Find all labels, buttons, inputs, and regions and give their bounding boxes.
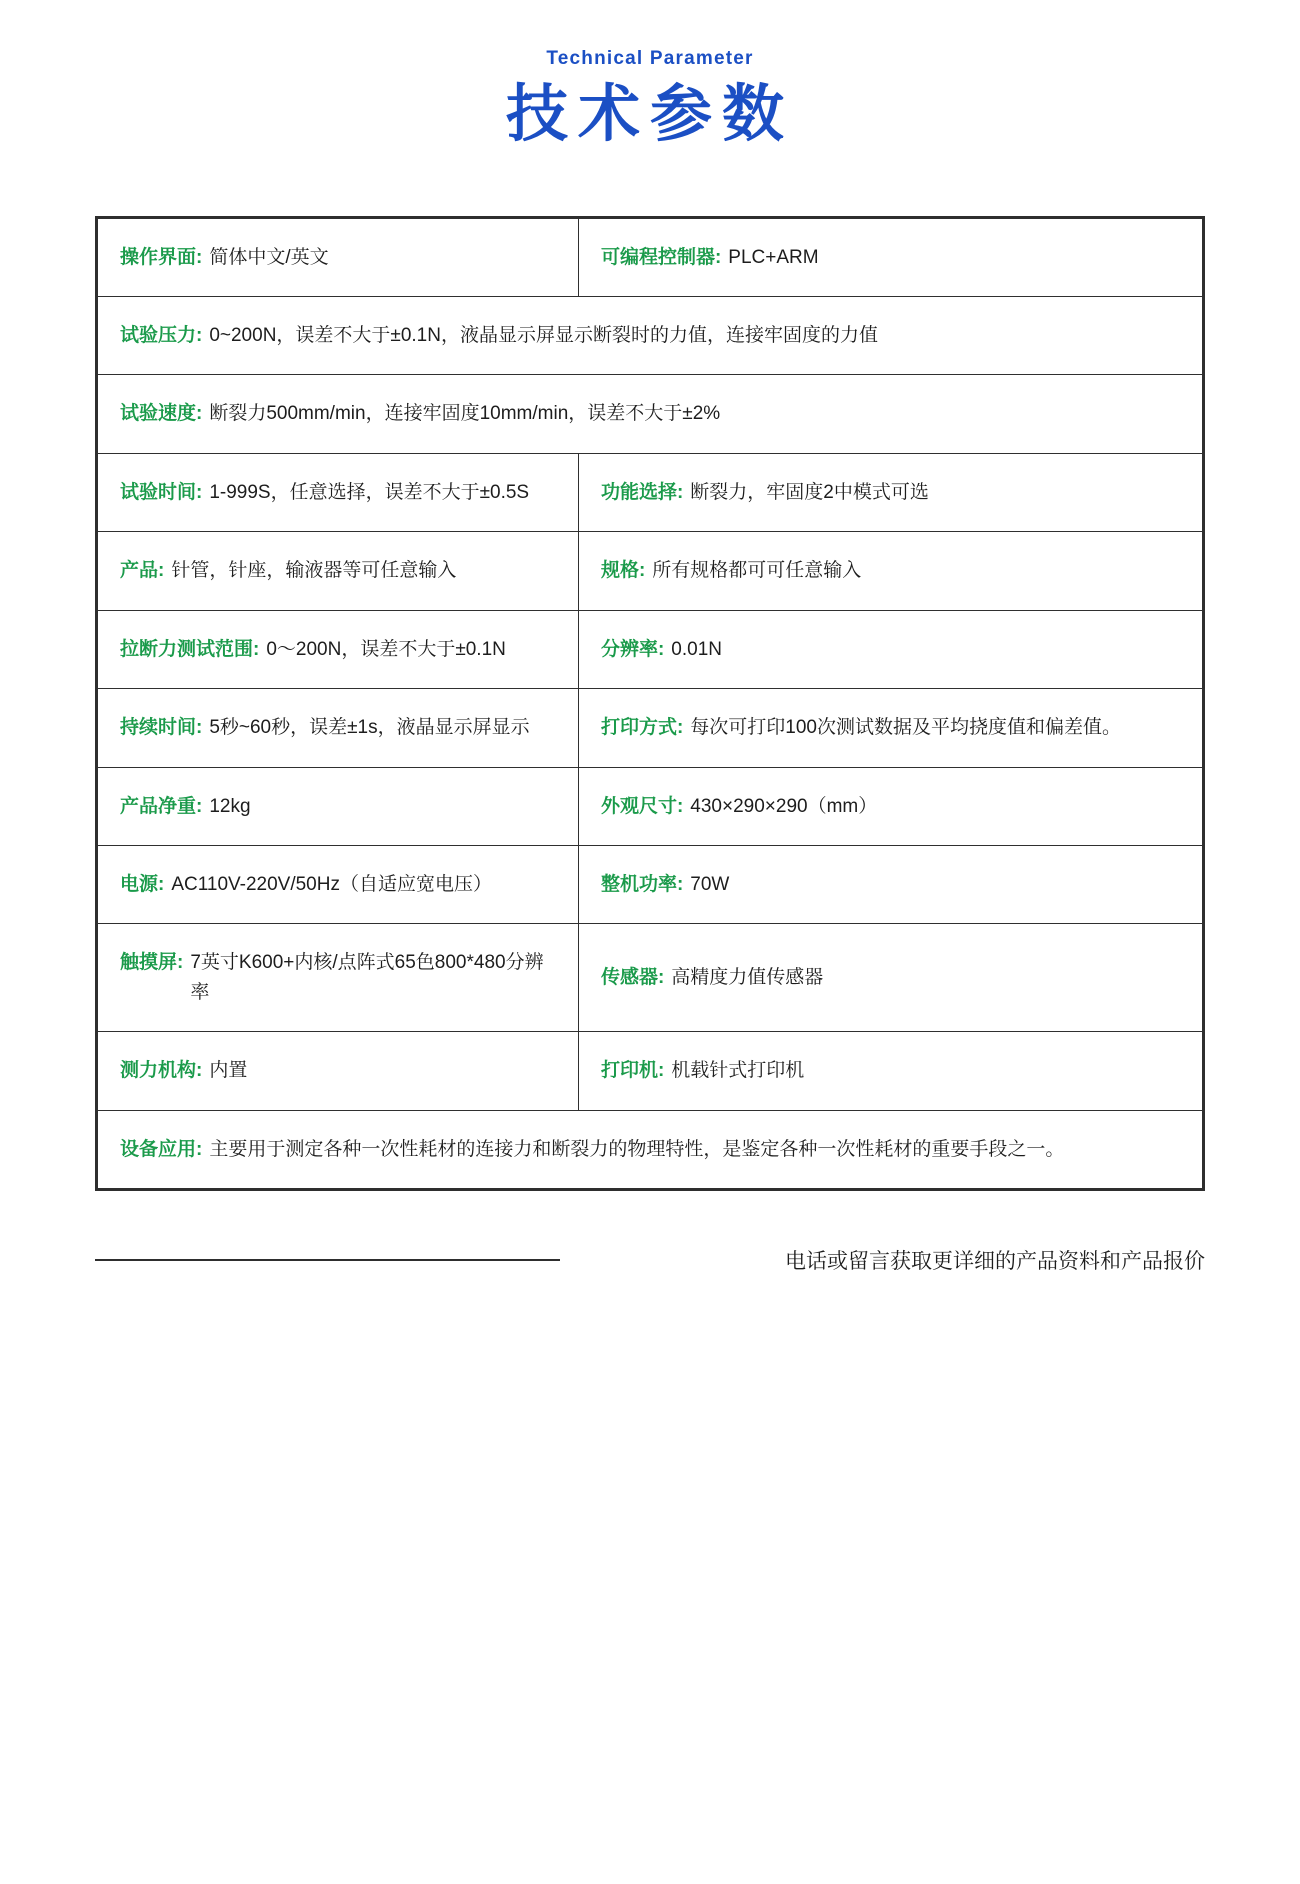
- spec-cell: [578, 532, 1202, 610]
- spec-value: 12kg: [209, 795, 251, 817]
- spec-table: [97, 218, 1203, 1190]
- eyebrow-text: Technical Parameter: [546, 48, 754, 69]
- table-row: [98, 453, 1203, 531]
- table-row: [98, 296, 1203, 374]
- spec-value: 高精度力值传感器: [671, 967, 824, 989]
- spec-label: 外观尺寸:: [600, 795, 684, 817]
- table-row: [98, 1110, 1203, 1188]
- spec-value: 5秒~60秒，误差±1s，液晶显示屏显示: [209, 717, 530, 739]
- spec-cell: [578, 767, 1202, 845]
- spec-cell: [98, 375, 1203, 453]
- spec-label: 试验压力:: [120, 324, 203, 346]
- spec-cell: [98, 453, 579, 531]
- spec-label: 设备应用:: [120, 1138, 203, 1160]
- spec-cell: [98, 767, 579, 845]
- spec-cell: [578, 846, 1202, 924]
- spec-label: 规格:: [600, 560, 646, 582]
- table-row: [98, 767, 1203, 845]
- spec-cell: [98, 689, 579, 767]
- spec-value: 机载针式打印机: [671, 1060, 805, 1082]
- spec-cell: [98, 924, 579, 1032]
- spec-label: 触摸屏:: [120, 952, 184, 974]
- table-row: [98, 689, 1203, 767]
- spec-value: 内置: [209, 1060, 248, 1082]
- spec-label: 试验速度:: [120, 403, 203, 425]
- page-header: [0, 0, 1300, 154]
- spec-label: 产品:: [120, 560, 165, 582]
- spec-label: 试验时间:: [120, 481, 203, 503]
- table-row: [98, 846, 1203, 924]
- spec-label: 传感器:: [600, 967, 665, 989]
- spec-label: 产品净重:: [120, 795, 203, 817]
- spec-label: 操作界面:: [120, 246, 203, 268]
- spec-label: 功能选择:: [600, 481, 684, 503]
- spec-cell: [98, 1032, 579, 1110]
- footer-divider: [95, 1259, 560, 1261]
- spec-value: 0～200N，误差不大于±0.1N: [266, 638, 506, 660]
- spec-label: 可编程控制器:: [600, 246, 722, 268]
- spec-value: 1-999S，任意选择，误差不大于±0.5S: [209, 481, 530, 503]
- spec-value: 断裂力500mm/min，连接牢固度10mm/min，误差不大于±2%: [209, 403, 721, 425]
- spec-cell: [578, 453, 1202, 531]
- spec-value: 简体中文/英文: [209, 246, 329, 268]
- spec-value: AC110V-220V/50Hz（自适应宽电压）: [171, 874, 492, 895]
- spec-cell: [578, 1032, 1202, 1110]
- table-row: [98, 1032, 1203, 1110]
- spec-cell: [98, 296, 1203, 374]
- spec-label: 分辨率:: [600, 638, 665, 660]
- spec-label: 整机功率:: [600, 874, 684, 895]
- spec-cell: [98, 218, 579, 296]
- page-title: 技术参数: [505, 80, 794, 149]
- spec-value: 70W: [690, 874, 730, 895]
- spec-cell: [98, 610, 579, 688]
- page-footer: [95, 1245, 1205, 1275]
- spec-value: PLC+ARM: [728, 246, 819, 268]
- table-row: [98, 375, 1203, 453]
- spec-cell: [578, 218, 1202, 296]
- spec-label: 打印机:: [600, 1060, 665, 1082]
- spec-label: 测力机构:: [120, 1060, 203, 1082]
- table-row: [98, 924, 1203, 1032]
- spec-value: 7英寸K600+内核/点阵式65色800*480分辨率: [190, 952, 544, 1003]
- spec-label: 电源:: [120, 874, 165, 895]
- spec-value: 0~200N，误差不大于±0.1N，液晶显示屏显示断裂时的力值，连接牢固度的力值: [209, 324, 878, 346]
- spec-cell: [98, 1110, 1203, 1188]
- spec-value: 每次可打印100次测试数据及平均挠度值和偏差值。: [690, 717, 1121, 739]
- spec-value: 所有规格都可可任意输入: [652, 560, 862, 582]
- spec-label: 持续时间:: [120, 717, 203, 739]
- table-row: [98, 532, 1203, 610]
- table-row: [98, 610, 1203, 688]
- spec-cell: [578, 610, 1202, 688]
- spec-value: 430×290×290（mm）: [690, 795, 878, 817]
- spec-value: 主要用于测定各种一次性耗材的连接力和断裂力的物理特性，是鉴定各种一次性耗材的重要手段之一。: [209, 1138, 1065, 1160]
- spec-value: 0.01N: [671, 638, 722, 660]
- spec-label: 拉断力测试范围:: [120, 638, 260, 660]
- spec-cell: [98, 532, 579, 610]
- spec-value: 针管，针座，输液器等可任意输入: [171, 560, 457, 582]
- table-row: [98, 218, 1203, 296]
- footer-note: 电话或留言获取更详细的产品资料和产品报价: [785, 1250, 1205, 1274]
- spec-value: 断裂力，牢固度2中模式可选: [690, 481, 929, 503]
- spec-cell: [98, 846, 579, 924]
- spec-cell: [578, 689, 1202, 767]
- spec-label: 打印方式:: [600, 717, 684, 739]
- spec-table-wrapper: [95, 216, 1205, 1192]
- spec-cell: [578, 924, 1202, 1032]
